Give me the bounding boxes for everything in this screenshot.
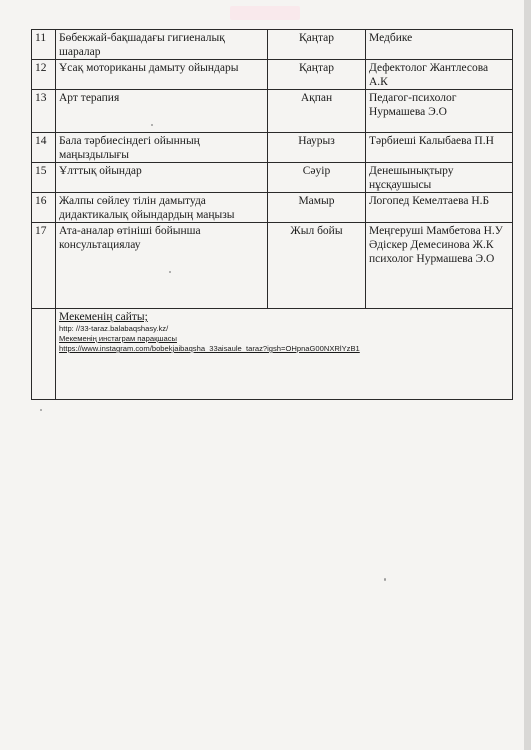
row-number: 17 [32, 223, 56, 309]
scan-speck [384, 578, 386, 581]
event-month: Қаңтар [268, 30, 366, 60]
table-row [32, 90, 513, 133]
event-month: Мамыр [268, 193, 366, 223]
event-month: Сәуір [268, 163, 366, 193]
table-row [32, 30, 513, 60]
row-number: 15 [32, 163, 56, 193]
row-number: 16 [32, 193, 56, 223]
page-edge-shadow [524, 0, 531, 750]
instagram-url-link[interactable]: https://www.instagram.com/bobekjaibaqsha_33aisaule_taraz?igsh=OHpnaG00NXRlYzB1 [59, 344, 360, 353]
table-row [32, 223, 513, 309]
event-name: Бөбекжай-бақшадағы гигиеналық шаралар [56, 30, 268, 60]
event-responsible: Денешынықтыру нұсқаушысы [366, 163, 513, 193]
event-month: Қаңтар [268, 60, 366, 90]
table-row [32, 193, 513, 223]
scan-speck [40, 409, 42, 411]
event-responsible: Дефектолог Жантлесова А.К [366, 60, 513, 90]
row-number: 13 [32, 90, 56, 133]
site-url-link[interactable]: http: //33-taraz.balabaqshasy.kz/ [59, 324, 169, 333]
event-responsible: Меңгеруші Мамбетова Н.У Әдіскер Демесинова Ж.К психолог Нурмашева Э.О [366, 223, 513, 309]
scan-speck [169, 271, 171, 273]
instagram-label: Мекеменің инстаграм парақшасы [59, 334, 177, 343]
event-month: Наурыз [268, 133, 366, 163]
event-name: Ата-аналар өтініші бойынша консультациялау [56, 223, 268, 309]
event-month: Жыл бойы [268, 223, 366, 309]
footer-row [32, 309, 513, 400]
event-responsible: Педагог-психолог Нурмашева Э.О [366, 90, 513, 133]
row-number: 11 [32, 30, 56, 60]
scan-smudge [230, 6, 300, 20]
event-name: Жалпы сөйлеу тілін дамытуда дидактикалық ойындардың маңызы [56, 193, 268, 223]
event-name: Арт терапия [56, 90, 268, 133]
table-row [32, 60, 513, 90]
event-name: Ұлттық ойындар [56, 163, 268, 193]
event-responsible: Тәрбиеші Калыбаева П.Н [366, 133, 513, 163]
table-row [32, 163, 513, 193]
row-number: 14 [32, 133, 56, 163]
footer-empty-cell [32, 309, 56, 400]
scan-speck [151, 124, 153, 126]
table-row [32, 133, 513, 163]
event-month: Ақпан [268, 90, 366, 133]
row-number: 12 [32, 60, 56, 90]
event-name: Бала тәрбиесіндегі ойынның маңыздылығы [56, 133, 268, 163]
event-responsible: Медбике [366, 30, 513, 60]
events-table [31, 29, 513, 400]
event-name: Ұсақ моториканы дамыту ойындары [56, 60, 268, 90]
event-responsible: Логопед Кемелтаева Н.Б [366, 193, 513, 223]
footer-links-cell [56, 309, 513, 400]
site-label: Мекеменің сайты; [59, 311, 148, 323]
